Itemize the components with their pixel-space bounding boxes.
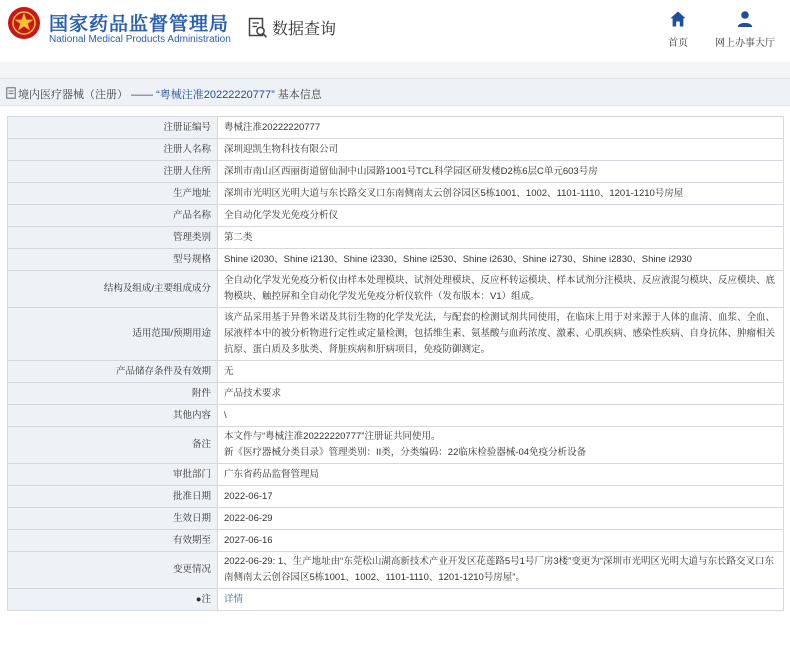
table-row [8, 308, 784, 361]
field-label-approval-dept: 审批部门 [8, 464, 218, 486]
field-label-registrant-name: 注册人名称 [8, 139, 218, 161]
table-row [8, 383, 784, 405]
field-value-remarks [218, 427, 784, 464]
nav-online-service-hall-label: 网上办事大厅 [715, 38, 775, 49]
field-label-approval-date: 批准日期 [8, 486, 218, 508]
field-value-production-address: 深圳市光明区光明大道与东长路交叉口东南侧南太云创谷园区5栋1001、1002、1101-1110、1201-1210号房屋 [218, 183, 784, 205]
breadcrumb-suffix: 基本信息 [274, 89, 322, 101]
field-value-intended-use: 该产品采用基于异鲁米诺及其衍生物的化学发光法，与配套的检测试剂共同使用，在临床上用于对来源于人体的血清、血浆、全血、尿液样本中的被分析物进行定性或定量检测，包括维生素、氨基酸与血药浓度、激素、心肌疾病、感染性疾病、自身抗体、肿瘤相关抗原、蛋白质及多肽类、肾脏疾病和肝病项目，免疫防御测定。 [218, 308, 784, 361]
table-row [8, 139, 784, 161]
field-label-production-address: 生产地址 [8, 183, 218, 205]
table-row [8, 117, 784, 139]
site-title[interactable]: 国家药品监督管理局 [49, 14, 230, 35]
remarks-line: 本文件与“粤械注准20222220777”注册证共同使用。 [224, 431, 441, 442]
table-row [8, 205, 784, 227]
field-label-effective-date: 生效日期 [8, 508, 218, 530]
table-row [8, 227, 784, 249]
field-label-product-name: 产品名称 [8, 205, 218, 227]
field-value-registrant-name: 深圳迎凯生物科技有限公司 [218, 139, 784, 161]
field-value-structure: 全自动化学发光免疫分析仪由样本处理模块、试剂处理模块、反应杯转运模块、样本试剂分注模块、反应液混匀模块、反应模块、底物模块、触控屏和全自动化学发光免疫分析仪软件（发布版本：V1）组成。 [218, 271, 784, 308]
field-label-structure: 结构及组成/主要组成成分 [8, 271, 218, 308]
table-row [8, 486, 784, 508]
field-label-intended-use: 适用范围/预期用途 [8, 308, 218, 361]
field-label-change-history: 变更情况 [8, 552, 218, 589]
nav-online-service-hall[interactable] [712, 10, 778, 50]
site-header [0, 0, 790, 62]
field-value-expiry-date: 2027-06-16 [218, 530, 784, 552]
breadcrumb-separator: —— [128, 89, 157, 101]
breadcrumb-record: “粤械注准20222220777” [156, 89, 275, 101]
field-label-storage: 产品储存条件及有效期 [8, 361, 218, 383]
field-value-model-spec: Shine i2030、Shine i2130、Shine i2330、Shine i2530、Shine i2630、Shine i2730、Shine i2830、Shine i2930 [218, 249, 784, 271]
table-row [8, 552, 784, 589]
field-value-storage: 无 [218, 361, 784, 383]
nav-home-label: 首页 [668, 38, 688, 49]
field-value-approval-date: 2022-06-17 [218, 486, 784, 508]
field-label-registrant-address: 注册人住所 [8, 161, 218, 183]
details-link[interactable]: 详情 [224, 593, 244, 605]
field-value-change-history: 2022-06-29: 1、生产地址由“东莞松山湖高新技术产业开发区花莲路5号1号厂房3楼”变更为“深圳市光明区光明大道与东长路交叉口东南侧南太云创谷园区5栋1001、1002、1101-1110、1201-1210号房屋”。 [218, 552, 784, 589]
field-value-other: \ [218, 405, 784, 427]
field-value-attachment: 产品技术要求 [218, 383, 784, 405]
table-row [8, 427, 784, 464]
data-query-icon [248, 17, 268, 39]
field-label-remarks: 备注 [8, 427, 218, 464]
remarks-line: 新《医疗器械分类目录》管理类别：II类，分类编码：22临床检验器械-04免疫分析设备 [224, 447, 587, 458]
document-icon [6, 87, 16, 99]
field-label-expiry-date: 有效期至 [8, 530, 218, 552]
breadcrumb-text [18, 86, 322, 102]
table-row [8, 249, 784, 271]
table-row [8, 361, 784, 383]
table-row [8, 589, 784, 611]
field-label-model-spec: 型号规格 [8, 249, 218, 271]
emblem-icon [7, 6, 41, 40]
site-title-en: National Medical Products Administration [49, 34, 231, 45]
table-row [8, 183, 784, 205]
field-label-note: ●注 [8, 589, 218, 611]
field-label-attachment: 附件 [8, 383, 218, 405]
table-row [8, 271, 784, 308]
breadcrumb [0, 78, 790, 106]
table-row [8, 464, 784, 486]
table-row [8, 161, 784, 183]
field-label-other: 其他内容 [8, 405, 218, 427]
header-separator [0, 62, 790, 78]
device-detail-table [7, 116, 784, 611]
user-icon [736, 10, 754, 28]
field-value-approval-dept: 广东省药品监督管理局 [218, 464, 784, 486]
nav-home[interactable] [660, 10, 696, 50]
data-query-label: 数据查询 [272, 21, 337, 38]
field-value-effective-date: 2022-06-29 [218, 508, 784, 530]
field-value-management-category: 第二类 [218, 227, 784, 249]
breadcrumb-section[interactable]: 境内医疗器械（注册） [18, 89, 128, 101]
field-value-note [218, 589, 784, 611]
field-value-registration-no: 粤械注准20222220777 [218, 117, 784, 139]
home-icon [669, 10, 687, 28]
table-row [8, 405, 784, 427]
table-row [8, 508, 784, 530]
field-value-registrant-address: 深圳市南山区西丽街道留仙洞中山园路1001号TCL科学园区研发楼D2栋6层C单元603号房 [218, 161, 784, 183]
field-value-product-name: 全自动化学发光免疫分析仪 [218, 205, 784, 227]
table-row [8, 530, 784, 552]
field-label-management-category: 管理类别 [8, 227, 218, 249]
field-label-registration-no: 注册证编号 [8, 117, 218, 139]
